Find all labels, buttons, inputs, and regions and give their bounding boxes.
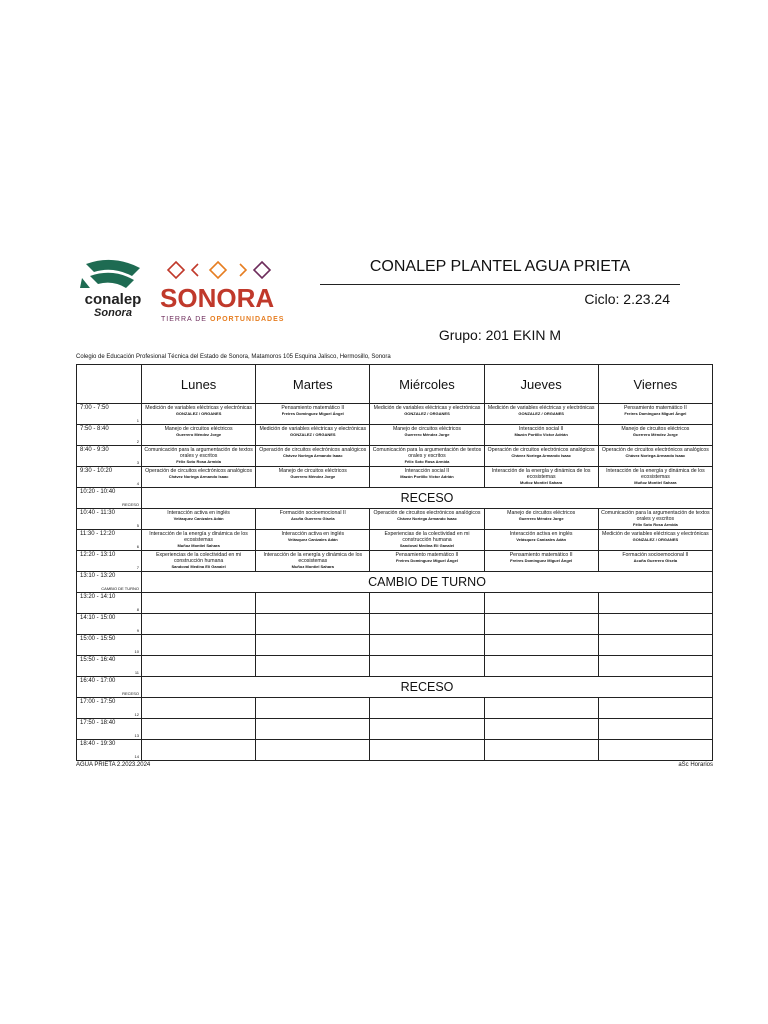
teacher-name: Félix Soto Rosa Armida [633,522,678,527]
class-cell [256,656,370,677]
class-cell [142,593,256,614]
ciclo-label: Ciclo: 2.23.24 [584,291,670,307]
teacher-name: Freires Dominguez Miguel Ángel [510,558,573,563]
class-cell [370,509,484,530]
class-cell [256,593,370,614]
period-number: 2 [136,439,139,444]
time-slot-cell [77,404,142,425]
class-cell [598,698,712,719]
subject-name: Medición de variables eléctricas y electrónicas [259,426,367,432]
class-cell [484,425,598,446]
subject-name: Pensamiento matemático II [395,552,459,558]
day-header-row [77,365,713,404]
class-cell [142,530,256,551]
schedule-row [77,530,713,551]
teacher-name: Acuña Guerrero Gisela [633,558,678,563]
class-cell [598,740,712,761]
footer-right: aSc Horarios [678,762,713,768]
time-slot-cell [77,740,142,761]
subject-name: Operación de circuitos electrónicos analógicos [259,447,367,453]
time-slot-label: 14:10 - 15:00 [80,615,116,621]
class-cell [484,467,598,488]
subject-name: Operación de circuitos electrónicos analógicos [373,510,481,516]
period-number: 5 [136,523,139,528]
time-slot-cell [77,551,142,572]
time-slot-label: 8:40 - 9:30 [80,447,109,453]
class-cell [598,656,712,677]
subject-name: Medición de variables eléctricas y electrónicas [373,405,481,411]
class-cell [484,404,598,425]
corner-cell [77,365,142,404]
schedule-row [77,572,713,593]
teacher-name: GONZALEZ / ORGANES [290,432,336,437]
time-slot-cell [77,614,142,635]
class-cell [598,593,712,614]
class-cell [370,719,484,740]
time-slot-cell [77,530,142,551]
time-slot-label: 11:30 - 12:20 [80,531,115,537]
class-cell [370,530,484,551]
class-cell [142,635,256,656]
schedule-row [77,446,713,467]
time-slot-label: 7:00 - 7:50 [80,405,109,411]
conalep-logo-text: conalep [84,291,142,308]
time-slot-cell [77,656,142,677]
class-cell [142,656,256,677]
subject-name: Operación de circuitos electrónicos analógicos [601,447,709,453]
time-slot-cell [77,719,142,740]
class-cell [598,425,712,446]
schedule-row [77,467,713,488]
teacher-name: Guerrero Méndez Jorge [404,432,450,437]
schedule-row [77,614,713,635]
schedule-row [77,593,713,614]
class-cell [142,698,256,719]
subject-name: Interacción social II [518,426,564,432]
class-cell [256,740,370,761]
class-cell [370,740,484,761]
class-cell [598,467,712,488]
time-slot-cell [77,635,142,656]
title-divider [320,284,680,285]
institution-address: Colegio de Educación Profesional Técnica del Estado de Sonora, Matamoros 105 Esquina Jalisco, Hermosillo, Sonora [76,354,391,360]
subject-name: Interacción social II [404,468,450,474]
class-cell [256,425,370,446]
class-cell [256,509,370,530]
class-cell [142,467,256,488]
class-cell [370,404,484,425]
subject-name: Experiencias de la colectividad en mi construcción humana [384,531,470,543]
subject-name: Comunicación para la argumentación de textos orales y escritos [372,447,482,459]
class-cell [256,404,370,425]
teacher-name: Chávez Noriega Armando Isaac [397,516,457,521]
teacher-name: Acuña Guerrero Gisela [290,516,335,521]
day-header-martes: Martes [256,365,370,404]
class-cell [370,614,484,635]
class-cell [484,530,598,551]
time-slot-label: 10:40 - 11:30 [80,510,115,516]
subject-name: Manejo de circuitos eléctricos [164,426,233,432]
class-cell [484,740,598,761]
teacher-name: Mazón Portillo Víctor Adrián [514,432,568,437]
time-slot-cell [77,488,142,509]
subject-name: Interacción de la energía y dinámica de los ecosistemas [606,468,705,480]
class-cell [484,698,598,719]
tagline-tierra: TIERRA DE [161,316,207,323]
time-slot-label: 16:40 - 17:00 [80,678,116,684]
period-number: 7 [136,565,139,570]
class-cell [484,614,598,635]
break-label-small: CAMBIO DE TURNO [101,586,139,591]
teacher-name: Chávez Noriega Armando Isaac [511,453,571,458]
subject-name: Formación socioemocional II [279,510,346,516]
subject-name: Medición de variables eléctricas y electrónicas [145,405,252,411]
sonora-wordmark: SONORA [160,283,275,313]
class-cell [484,446,598,467]
schedule-row [77,698,713,719]
class-cell [256,530,370,551]
time-slot-cell [77,467,142,488]
schedule-row [77,677,713,698]
class-cell [370,425,484,446]
class-cell [142,551,256,572]
class-cell [142,614,256,635]
break-banner: CAMBIO DE TURNO [142,572,713,593]
class-cell [256,698,370,719]
conalep-sonora-logo [76,258,150,320]
subject-name: Operación de circuitos electrónicos analógicos [145,468,253,474]
teacher-name: Sandoval Medina Eli Ganaiel [171,564,226,569]
subject-name: Interacción activa en inglés [281,531,345,537]
teacher-name: GONZALEZ / ORGANES [404,411,450,416]
period-number: 3 [136,460,139,465]
time-slot-label: 12:20 - 13:10 [80,552,116,558]
class-cell [598,719,712,740]
day-header-lunes: Lunes [142,365,256,404]
break-label-small: RECESO [122,502,139,507]
time-slot-label: 17:00 - 17:50 [80,699,116,705]
teacher-name: Mazón Portillo Víctor Adrián [400,474,454,479]
teacher-name: Velásquez Canizales Adán [287,537,338,542]
schedule-row [77,551,713,572]
sonora-tierra-de-oportunidades-logo [158,258,300,324]
class-cell [142,740,256,761]
time-slot-label: 13:10 - 13:20 [80,573,116,579]
subject-name: Interacción de la energía y dinámica de los ecosistemas [149,531,248,543]
time-slot-label: 18:40 - 19:30 [80,741,116,747]
teacher-name: Muñoz Montiel Sahara [520,480,563,485]
subject-name: Operación de circuitos electrónicos analógicos [487,447,595,453]
class-cell [142,446,256,467]
teacher-name: Chávez Noriega Armando Isaac [625,453,686,458]
teacher-name: Guerrero Méndez Jorge [518,516,564,521]
class-cell [370,635,484,656]
schedule-row [77,488,713,509]
time-slot-cell [77,677,142,698]
time-slot-label: 15:00 - 15:50 [80,636,116,642]
time-slot-cell [77,446,142,467]
subject-name: Medición de variables eléctricas y electrónicas [602,531,709,537]
teacher-name: Freires Dominguez Miguel Ángel [281,411,344,416]
page-title: CONALEP PLANTEL AGUA PRIETA [369,258,631,275]
subject-name: Pensamiento matemático II [623,405,687,411]
class-cell [142,404,256,425]
period-number: 14 [134,754,139,759]
teacher-name: Sandoval Medina Eli Ganaiel [399,543,455,548]
time-slot-label: 10:20 - 10:40 [80,489,116,495]
class-cell [484,635,598,656]
teacher-name: Chávez Noriega Armando Isaac [282,453,343,458]
subject-name: Pensamiento matemático II [509,552,573,558]
schedule-row [77,404,713,425]
period-number: 6 [136,544,139,549]
day-header-viernes: Viernes [598,365,712,404]
teacher-name: Muñoz Montiel Sahara [291,564,334,569]
teacher-name: Chávez Noriega Armando Isaac [168,474,229,479]
period-number: 10 [134,649,139,654]
day-header-jueves: Jueves [484,365,598,404]
period-number: 8 [136,607,139,612]
teacher-name: Guerrero Méndez Jorge [290,474,336,479]
period-number: 12 [134,712,139,717]
class-cell [598,509,712,530]
time-slot-label: 15:50 - 16:40 [80,657,116,663]
subject-name: Formación socioemocional II [622,552,689,558]
class-cell [598,404,712,425]
subject-name: Manejo de circuitos eléctricos [392,426,461,432]
time-slot-label: 17:50 - 18:40 [80,720,116,726]
teacher-name: GONZALEZ / ORGANES [518,411,564,416]
teacher-name: Muñoz Montiel Sahara [634,480,677,485]
subject-name: Pensamiento matemático II [281,405,345,411]
teacher-name: Muñoz Montiel Sahara [177,543,220,548]
class-cell [256,446,370,467]
period-number: 4 [136,481,139,486]
class-cell [598,446,712,467]
class-cell [484,551,598,572]
class-cell [370,467,484,488]
schedule-row [77,425,713,446]
schedule-row [77,656,713,677]
time-slot-cell [77,593,142,614]
teacher-name: GONZALEZ / ORGANES [632,537,679,542]
subject-name: Comunicación para la argumentación de textos orales y escritos [144,447,253,459]
class-cell [484,593,598,614]
class-cell [370,551,484,572]
class-cell [370,446,484,467]
teacher-name: Velásquez Canizales Adán [516,537,567,542]
subject-name: Interacción activa en inglés [167,510,230,516]
schedule-row [77,740,713,761]
class-cell [142,425,256,446]
time-slot-cell [77,425,142,446]
schedule-table [76,364,713,761]
class-cell [484,719,598,740]
class-cell [256,719,370,740]
break-banner: RECESO [142,488,713,509]
tagline-oportunidades: OPORTUNIDADES [210,316,285,323]
class-cell [256,551,370,572]
time-slot-cell [77,698,142,719]
teacher-name: Guerrero Méndez Jorge [632,432,678,437]
time-slot-cell [77,509,142,530]
class-cell [598,614,712,635]
class-cell [256,635,370,656]
teacher-name: GONZALEZ / ORGANES [175,411,222,416]
subject-name: Medición de variables eléctricas y electrónicas [487,405,595,411]
schedule-row [77,719,713,740]
period-number: 11 [134,670,139,675]
teacher-name: Freires Dominguez Miguel Ángel [395,558,458,563]
class-cell [598,530,712,551]
footer-left: AGUA PRIETA 2.2023.2024 [76,762,151,768]
period-number: 13 [134,733,139,738]
class-cell [484,656,598,677]
time-slot-cell [77,572,142,593]
class-cell [370,656,484,677]
class-cell [142,719,256,740]
teacher-name: Freires Dominguez Miguel Ángel [624,411,687,416]
period-number: 1 [136,418,139,423]
subject-name: Manejo de circuitos eléctricos [278,468,347,474]
subject-name: Manejo de circuitos eléctricos [621,426,690,432]
subject-name: Interacción de la energía y dinámica de los ecosistemas [491,468,591,480]
subject-name: Interacción activa en inglés [509,531,573,537]
subject-name: Experiencias de la colectividad en mi construcción humana [156,552,242,564]
class-cell [598,551,712,572]
teacher-name: Félix Soto Rosa Armida [176,459,221,464]
break-label-small: RECESO [122,691,139,696]
class-cell [256,614,370,635]
time-slot-label: 13:20 - 14:10 [80,594,116,600]
subject-name: Manejo de circuitos eléctricos [507,510,576,516]
grupo-label: Grupo: 201 EKIN M [438,327,562,343]
subject-name: Interacción de la energía y dinámica de los ecosistemas [263,552,363,564]
teacher-name: Guerrero Méndez Jorge [176,432,222,437]
class-cell [370,698,484,719]
subject-name: Comunicación para la argumentación de textos orales y escritos [601,510,710,522]
day-header-miercoles: Miércoles [370,365,484,404]
sonora-logo-subtext: Sonora [94,307,132,319]
class-cell [598,635,712,656]
class-cell [370,593,484,614]
schedule-row [77,509,713,530]
period-number: 9 [136,628,139,633]
break-banner: RECESO [142,677,713,698]
teacher-name: Velásquez Canizales Adán [173,516,224,521]
teacher-name: Félix Soto Rosa Armida [404,459,450,464]
class-cell [142,509,256,530]
time-slot-label: 9:30 - 10:20 [80,468,113,474]
class-cell [256,467,370,488]
class-cell [484,509,598,530]
time-slot-label: 7:50 - 8:40 [80,426,109,432]
schedule-row [77,635,713,656]
